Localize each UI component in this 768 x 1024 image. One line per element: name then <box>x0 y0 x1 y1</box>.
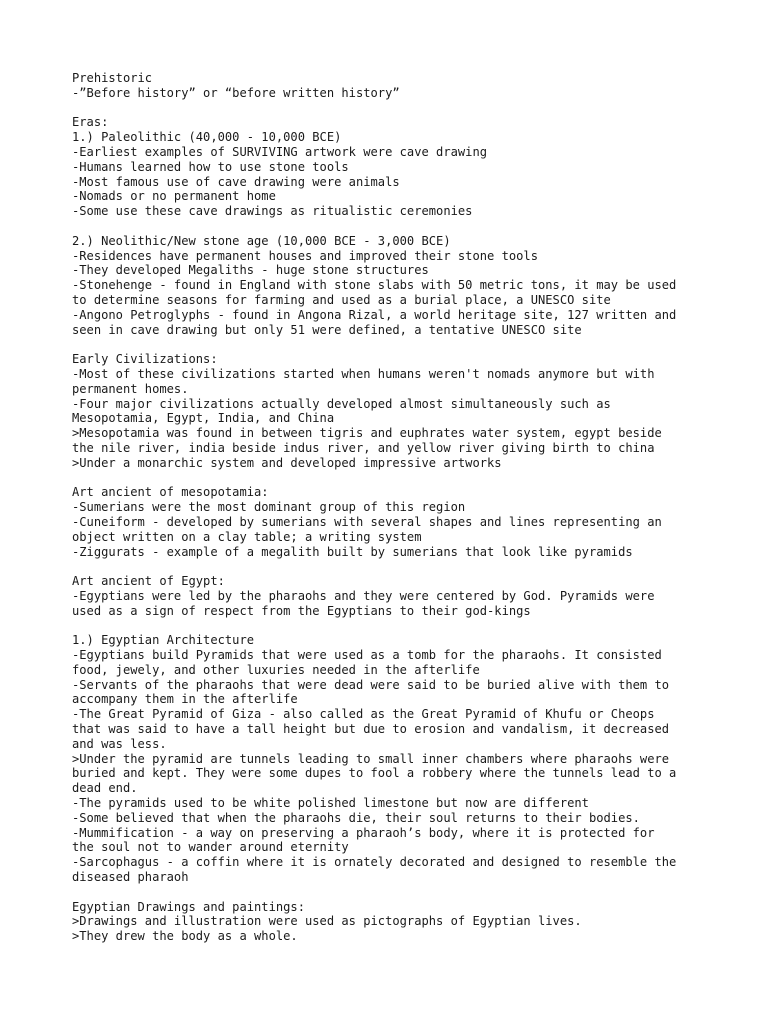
text-line: buried and kept. They were some dupes to fool a robbery where the tunnels lead to a <box>72 766 677 781</box>
text-line: -Most famous use of cave drawing were animals <box>72 174 400 189</box>
text-line: 1.) Paleolithic (40,000 - 10,000 BCE) <box>72 130 342 145</box>
text-line: used as a sign of respect from the Egyptians to their god-kings <box>72 603 531 618</box>
text-line: Prehistoric <box>72 71 153 85</box>
text-line: -Sarcophagus - a coffin where it is ornately decorated and designed to resemble the <box>72 855 677 870</box>
text-line: accompany them in the afterlife <box>72 692 298 707</box>
text-line: -Humans learned how to use stone tools <box>72 159 349 174</box>
text-line: diseased pharaoh <box>72 870 189 885</box>
text-line: -Cuneiform - developed by sumerians with several shapes and lines representing an <box>72 514 662 529</box>
text-line: -Most of these civilizations started when humans weren't nomads anymore but with <box>72 366 655 381</box>
text-line: -”Before history” or “before written history” <box>72 85 400 100</box>
text-line: -The pyramids used to be white polished limestone but now are different <box>72 796 589 811</box>
text-line: dead end. <box>72 781 138 796</box>
text-line: -Servants of the pharaohs that were dead were said to be buried alive with them to <box>72 677 670 692</box>
text-line: Eras: <box>72 115 109 130</box>
text-line: that was said to have a tall height but due to erosion and vandalism, it decreased <box>72 722 670 737</box>
document-page <box>72 71 712 944</box>
text-line: >Under a monarchic system and developed impressive artworks <box>72 455 502 470</box>
text-line: -Some believed that when the pharaohs die, their soul returns to their bodies. <box>72 810 640 825</box>
text-line: -Angono Petroglyphs - found in Angona Rizal, a world heritage site, 127 written and <box>72 307 677 322</box>
blank-line <box>72 337 712 352</box>
text-line: Mesopotamia, Egypt, India, and China <box>72 411 335 426</box>
text-line: -Nomads or no permanent home <box>72 189 276 204</box>
text-line: to determine seasons for farming and used as a burial place, a UNESCO site <box>72 292 611 307</box>
text-line: -They developed Megaliths - huge stone structures <box>72 263 429 278</box>
text-line: Art ancient of mesopotamia: <box>72 485 269 500</box>
blank-line <box>72 559 712 574</box>
text-line: seen in cave drawing but only 51 were defined, a tentative UNESCO site <box>72 322 582 337</box>
blank-line <box>72 471 712 486</box>
text-line: -Some use these cave drawings as ritualistic ceremonies <box>72 204 473 219</box>
text-line: the nile river, india beside indus river, and yellow river giving birth to china <box>72 440 655 455</box>
text-line: -Four major civilizations actually developed almost simultaneously such as <box>72 396 611 411</box>
text-line: Art ancient of Egypt: <box>72 574 225 589</box>
text-line: -Mummification - a way on preserving a pharaoh’s body, where it is protected for <box>72 825 655 840</box>
text-line: Early Civilizations: <box>72 352 218 367</box>
text-line: 1.) Egyptian Architecture <box>72 633 255 648</box>
text-line: Egyptian Drawings and paintings: <box>72 899 305 914</box>
text-line: permanent homes. <box>72 381 189 396</box>
text-line: -Stonehenge - found in England with stone slabs with 50 metric tons, it may be used <box>72 278 677 293</box>
blank-line <box>72 101 712 116</box>
text-line: >Mesopotamia was found in between tigris and euphrates water system, egypt beside <box>72 426 662 441</box>
blank-line <box>72 618 712 633</box>
text-line: -The Great Pyramid of Giza - also called as the Great Pyramid of Khufu or Cheops <box>72 707 655 722</box>
text-line: the soul not to wander around eternity <box>72 840 349 855</box>
text-line: >Under the pyramid are tunnels leading to small inner chambers where pharaohs were <box>72 751 670 766</box>
text-line: 2.) Neolithic/New stone age (10,000 BCE - 3,000 BCE) <box>72 233 451 248</box>
text-line: >Drawings and illustration were used as pictographs of Egyptian lives. <box>72 914 582 929</box>
text-line: and was less. <box>72 736 167 751</box>
text-line: -Sumerians were the most dominant group of this region <box>72 500 466 515</box>
text-line: food, jewely, and other luxuries needed in the afterlife <box>72 662 480 677</box>
text-line: >They drew the body as a whole. <box>72 929 298 944</box>
text-line: -Egyptians build Pyramids that were used as a tomb for the pharaohs. It consisted <box>72 648 662 663</box>
text-line: -Earliest examples of SURVIVING artwork were cave drawing <box>72 144 488 159</box>
blank-line <box>72 885 712 900</box>
text-line: -Residences have permanent houses and improved their stone tools <box>72 248 538 263</box>
text-line: -Ziggurats - example of a megalith built by sumerians that look like pyramids <box>72 544 633 559</box>
text-line: -Egyptians were led by the pharaohs and they were centered by God. Pyramids were <box>72 588 655 603</box>
blank-line <box>72 219 712 234</box>
text-line: object written on a clay table; a writing system <box>72 529 422 544</box>
